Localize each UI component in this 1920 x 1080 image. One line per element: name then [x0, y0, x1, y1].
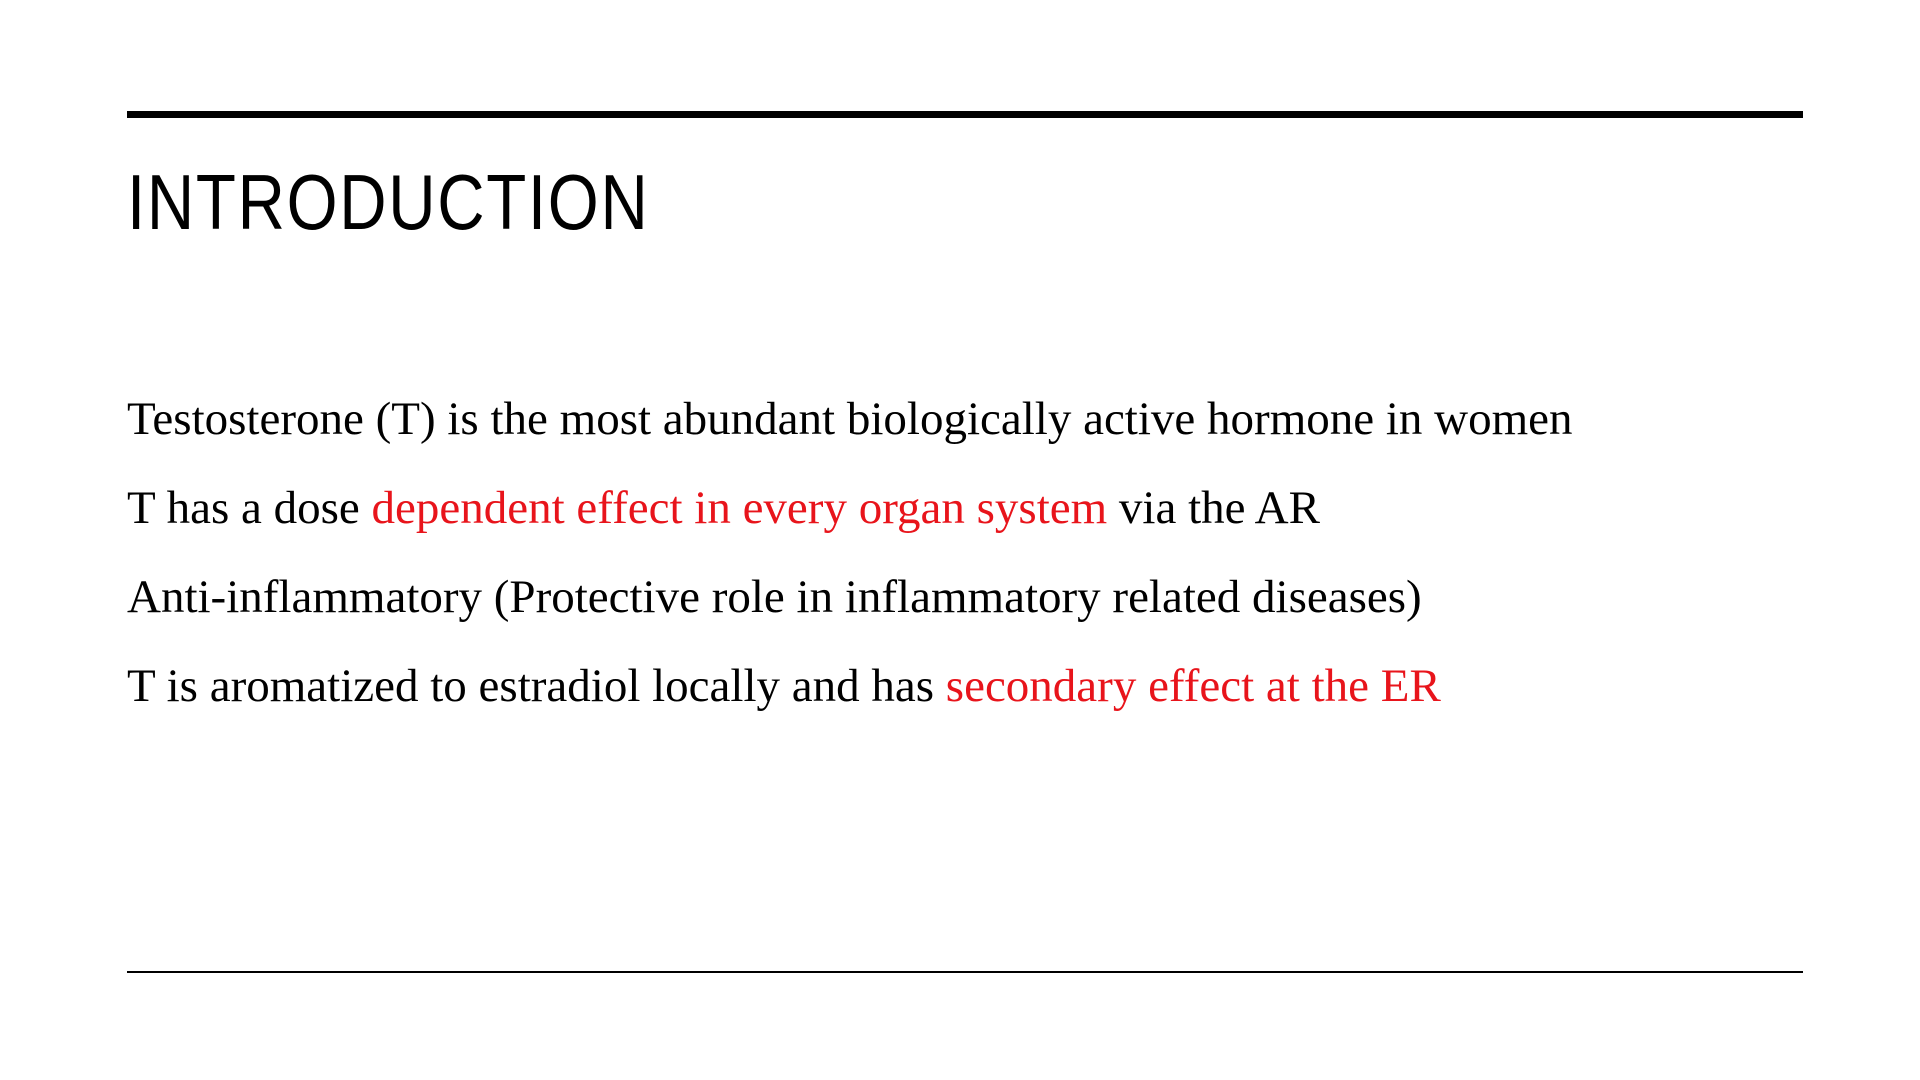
slide-title: INTRODUCTION — [127, 158, 650, 246]
bullet-item — [127, 464, 1807, 553]
bullet-highlight-text: secondary effect at the ER — [945, 660, 1441, 712]
bullet-list — [127, 375, 1807, 731]
bullet-highlight-text: dependent effect in every organ system — [371, 482, 1108, 534]
footer-rule — [127, 971, 1803, 973]
bullet-item — [127, 375, 1807, 464]
bullet-item — [127, 553, 1807, 642]
title-top-rule — [127, 111, 1803, 118]
bullet-item — [127, 642, 1807, 731]
bullet-text: T is aromatized to estradiol locally and has — [127, 660, 946, 712]
bullet-text: Anti-inflammatory (Protective role in inflammatory related diseases) — [127, 571, 1422, 623]
bullet-text: T has a dose — [127, 482, 372, 534]
bullet-text: via the AR — [1107, 482, 1320, 534]
bullet-text: Testosterone (T) is the most abundant biologically active hormone in women — [127, 393, 1573, 445]
